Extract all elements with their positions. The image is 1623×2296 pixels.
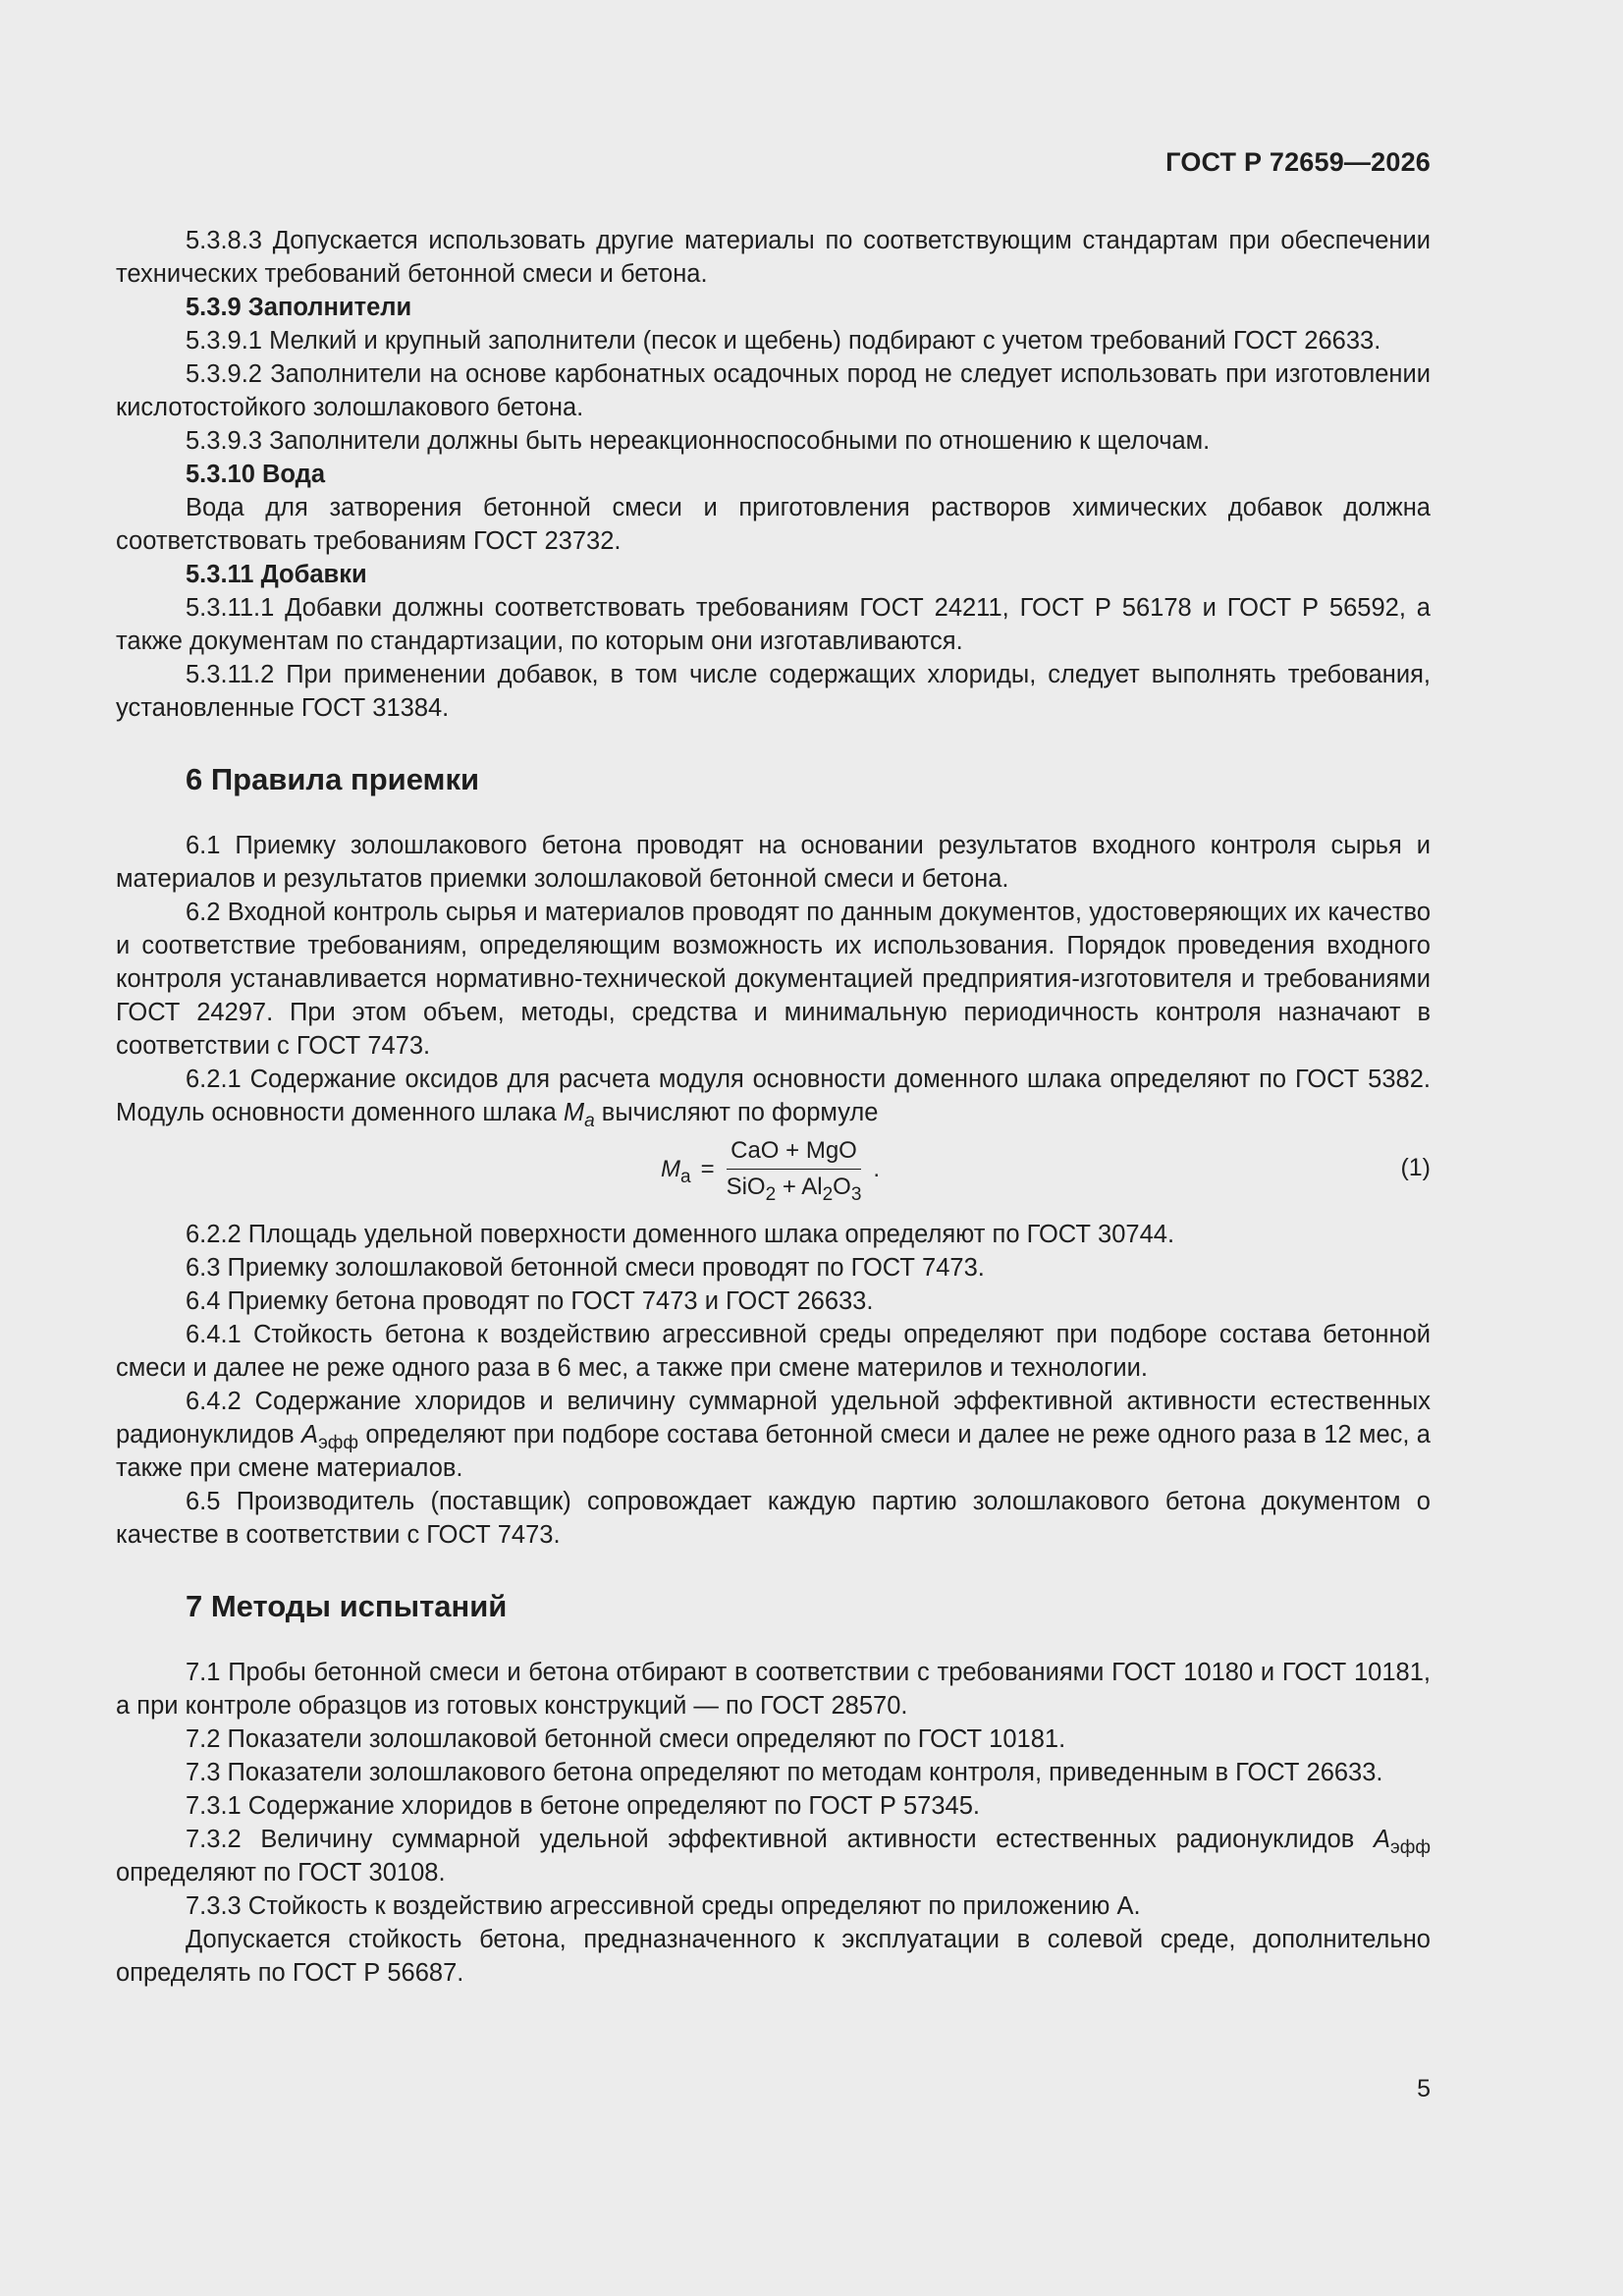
paragraph-6-2-1 — [116, 1063, 1431, 1129]
paragraph-7-3-3-note: Допускается стойкость бетона, предназначенного к эксплуатации в солевой среде, дополнительно определять по ГОСТ Р 56687. — [116, 1926, 1431, 1987]
paragraph-6-4: 6.4 Приемку бетона проводят по ГОСТ 7473 и ГОСТ 26633. — [186, 1287, 874, 1315]
paragraph-6-4-2 — [116, 1385, 1431, 1485]
paragraph-5-3-9-1: 5.3.9.1 Мелкий и крупный заполнители (песок и щебень) подбирают с учетом требований ГОСТ 26633. — [186, 327, 1381, 355]
subheading-5-3-11: 5.3.11 Добавки — [186, 561, 367, 588]
paragraph-5-3-11-2: 5.3.11.2 При применении добавок, в том числе содержащих хлориды, следует выполнять требования, установленные ГОСТ 31384. — [116, 661, 1431, 722]
formula-trailing-dot: . — [873, 1155, 881, 1182]
page-number: 5 — [1417, 2075, 1431, 2103]
paragraph-5-3-11-1: 5.3.11.1 Добавки должны соответствовать требованиям ГОСТ 24211, ГОСТ Р 56178 и ГОСТ Р 56592, а также документам по стандартизации, по которым они изготавливаются. — [116, 594, 1431, 655]
symbol-a-eff: A — [301, 1421, 319, 1449]
section-heading-7: 7 Методы испытаний — [186, 1589, 508, 1623]
formula-fraction — [723, 1137, 866, 1205]
paragraph-6-1: 6.1 Приемку золошлакового бетона проводят на основании результатов входного контроля сырья и материалов и результатов приемки золошлаковой бетонной смеси и бетона. — [116, 832, 1431, 893]
symbol-a-eff-2-subscript: эфф — [1390, 1837, 1431, 1858]
paragraph-5-3-10: Вода для затворения бетонной смеси и приготовления растворов химических добавок должна соответствовать требованиям ГОСТ 23732. — [116, 494, 1431, 555]
section-heading-6: 6 Правила приемки — [186, 762, 480, 796]
symbol-m-subscript: a — [584, 1111, 595, 1131]
paragraph-5-3-9-3: 5.3.9.3 Заполнители должны быть нереакционноспособными по отношению к щелочам. — [186, 427, 1211, 455]
paragraph-7-3-2 — [116, 1823, 1431, 1889]
formula-1 — [116, 1133, 1431, 1212]
paragraph-6-2-1-text: 6.2.1 Содержание оксидов для расчета модуля основности доменного шлака определяют по ГОСТ 5382. Модуль основности доменного шлака — [116, 1066, 1431, 1126]
document-header: ГОСТ Р 72659—2026 — [1165, 147, 1431, 177]
paragraph-5-3-9-2: 5.3.9.2 Заполнители на основе карбонатных осадочных пород не следует использовать при изготовлении кислотостойкого золошлакового бетона. — [116, 360, 1431, 421]
paragraph-5-3-8-3: 5.3.8.3 Допускается использовать другие материалы по соответствующим стандартам при обеспечении технических требований бетонной смеси и бетона. — [116, 227, 1431, 288]
paragraph-7-2: 7.2 Показатели золошлаковой бетонной смеси определяют по ГОСТ 10181. — [186, 1725, 1066, 1753]
symbol-a-eff-2: A — [1374, 1826, 1391, 1853]
paragraph-7-1: 7.1 Пробы бетонной смеси и бетона отбирают в соответствии с требованиями ГОСТ 10180 и ГОСТ 10181, а при контроле образцов из готовых конструкций — по ГОСТ 28570. — [116, 1659, 1431, 1720]
formula-expression — [661, 1137, 881, 1205]
paragraph-7-3-2-text: 7.3.2 Величину суммарной удельной эффективной активности естественных радионуклидов — [186, 1826, 1355, 1853]
paragraph-7-3: 7.3 Показатели золошлакового бетона определяют по методам контроля, приведенным в ГОСТ 26633. — [186, 1759, 1383, 1786]
document-body — [116, 224, 1431, 1990]
formula-numerator: CaO + MgO — [727, 1137, 861, 1170]
symbol-a-eff-subscript: эфф — [318, 1433, 359, 1453]
formula-denominator: $SiO_2 + Al_2O_3$ — [726, 1174, 862, 1205]
paragraph-6-4-2-tail: определяют при подборе состава бетонной смеси и далее не реже одного раза в 12 мес, а также при смене материалов. — [116, 1421, 1431, 1482]
symbol-m: M — [563, 1099, 585, 1126]
formula-equals: = — [700, 1155, 715, 1182]
paragraph-7-3-1: 7.3.1 Содержание хлоридов в бетоне определяют по ГОСТ Р 57345. — [186, 1792, 980, 1820]
paragraph-6-2-2: 6.2.2 Площадь удельной поверхности доменного шлака определяют по ГОСТ 30744. — [186, 1221, 1175, 1248]
subheading-5-3-10: 5.3.10 Вода — [186, 461, 326, 488]
paragraph-6-3: 6.3 Приемку золошлаковой бетонной смеси проводят по ГОСТ 7473. — [186, 1254, 985, 1282]
paragraph-6-4-2-text: 6.4.2 Содержание хлоридов и величину суммарной удельной эффективной активности естественных радионуклидов — [116, 1388, 1431, 1449]
paragraph-7-3-3: 7.3.3 Стойкость к воздействию агрессивной среды определяют по приложению А. — [186, 1892, 1141, 1920]
paragraph-6-2-1-tail: вычисляют по формуле — [601, 1099, 879, 1126]
paragraph-7-3-2-tail: определяют по ГОСТ 30108. — [116, 1859, 446, 1886]
subheading-5-3-9: 5.3.9 Заполнители — [186, 294, 412, 321]
paragraph-6-2: 6.2 Входной контроль сырья и материалов проводят по данным документов, удостоверяющих их качество и соответствие требованиям, определяющим возможность их использования. Порядок проведения входного контроля устанавливается нормативно-технической документацией предприятия-изготовителя и требованиями ГОСТ 24297. При этом объем, методы, средства и минимальную периодичность контроля назначают в соответствии с ГОСТ 7473. — [116, 899, 1431, 1060]
formula-number: (1) — [1400, 1154, 1431, 1181]
paragraph-6-5: 6.5 Производитель (поставщик) сопровождает каждую партию золошлакового бетона документом о качестве в соответствии с ГОСТ 7473. — [116, 1488, 1431, 1549]
paragraph-6-4-1: 6.4.1 Стойкость бетона к воздействию агрессивной среды определяют при подборе состава бетонной смеси и далее не реже одного раза в 6 мес, а также при смене материлов и технологии. — [116, 1321, 1431, 1382]
formula-lhs: $M_а$ — [661, 1155, 691, 1187]
